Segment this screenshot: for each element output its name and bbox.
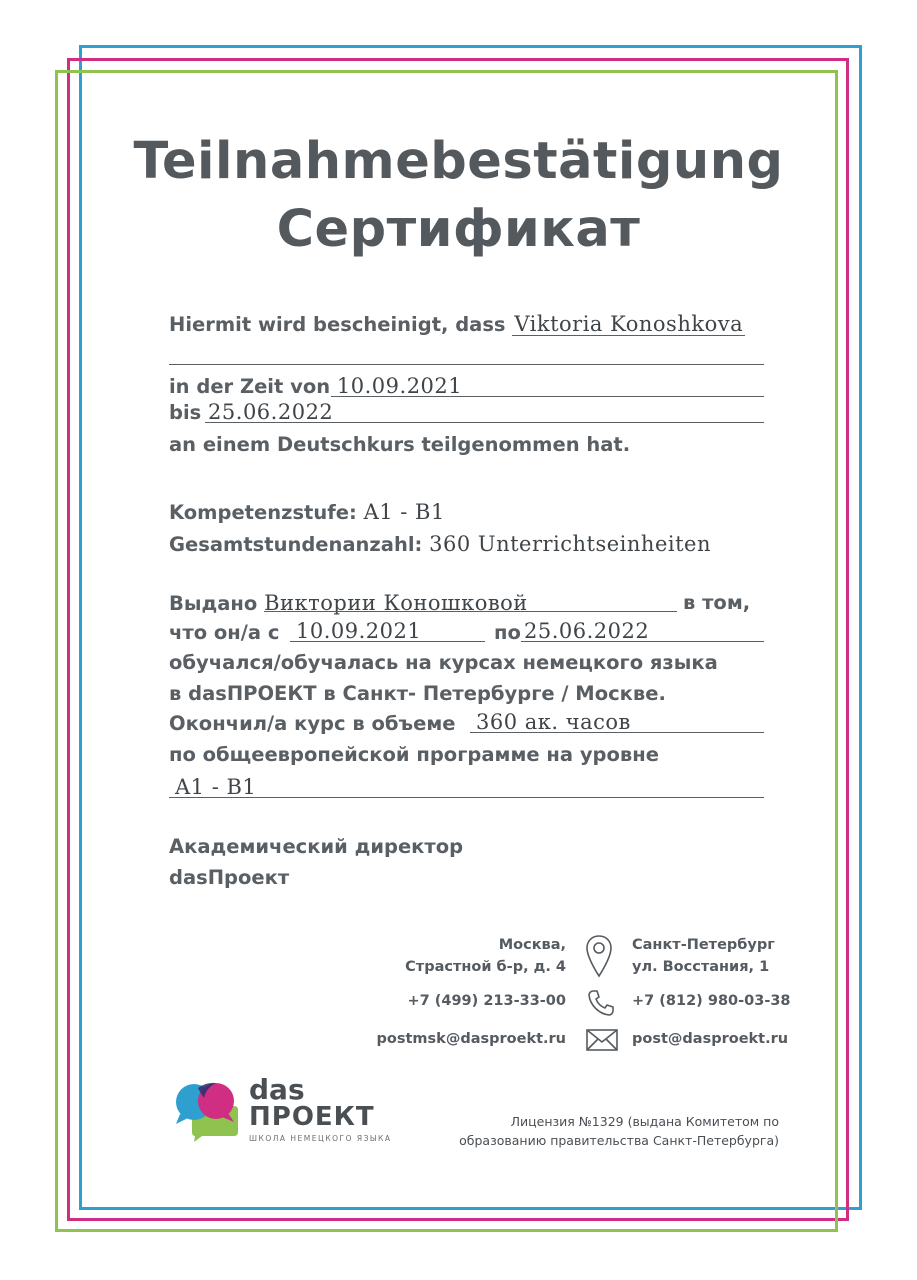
- spb-address: Санкт-Петербург ул. Восстания, 1: [632, 937, 775, 975]
- hours-value-de: 360 Unterrichtseinheiten: [429, 532, 711, 556]
- in-that-label: в том,: [683, 591, 751, 614]
- date-to-ru: 25.06.2022: [524, 619, 650, 643]
- license-note: Лицензия №1329 (выдана Комитетом по образованию правительства Санкт-Петербурга): [459, 1114, 779, 1148]
- location-pin-icon: [585, 934, 613, 984]
- period-line: [169, 374, 462, 398]
- date-to-de: 25.06.2022: [208, 400, 334, 424]
- phone-icon: [586, 988, 616, 1022]
- participant-name-ru: Виктории Коношковой: [264, 591, 528, 615]
- moscow-phone[interactable]: +7 (499) 213-33-00: [407, 993, 566, 1009]
- program-text: по общеевропейской программе на уровне: [169, 743, 659, 766]
- logo-subtitle: ШКОЛА НЕМЕЦКОГО ЯЗЫКА: [249, 1134, 392, 1143]
- level-label: Kompetenzstufe:: [169, 501, 357, 524]
- school-text: в dasПРОЕКТ в Санкт- Петербурге / Москве.: [169, 682, 666, 705]
- date-to-ru-underline: [521, 641, 764, 642]
- director-title: Академический директор: [169, 835, 464, 858]
- logo-proekt: ПРОЕКТ: [249, 1102, 375, 1132]
- studied-text: обучался/обучалась на курсах немецкого языка: [169, 651, 718, 674]
- date-from-ru: 10.09.2021: [296, 619, 422, 643]
- date-from-underline: [331, 396, 764, 397]
- that-from-label: что он/а с: [169, 621, 280, 644]
- title-russian: Сертификат: [276, 200, 641, 259]
- date-to-underline: [205, 422, 764, 423]
- hours-line: [169, 532, 711, 556]
- period-label: in der Zeit von: [169, 375, 331, 398]
- level-value-ru: A1 - B1: [175, 775, 257, 799]
- completed-label: Окончил/а курс в объеме: [169, 712, 456, 735]
- level-value-de: A1 - B1: [363, 500, 445, 524]
- issued-label: Выдано: [169, 592, 258, 615]
- title-german: Teilnahmebestätigung: [133, 132, 784, 191]
- spb-email[interactable]: post@dasproekt.ru: [632, 1031, 789, 1047]
- certify-label: Hiermit wird bescheinigt, dass: [169, 313, 506, 336]
- director-org: dasПроект: [169, 866, 290, 889]
- hours-value-ru: 360 ак. часов: [476, 710, 631, 734]
- level-ru-underline: [169, 797, 764, 798]
- moscow-address: Москва, Страстной б-р, д. 4: [405, 937, 566, 975]
- date-from-ru-underline: [290, 641, 485, 642]
- moscow-email[interactable]: postmsk@dasproekt.ru: [376, 1031, 566, 1047]
- hours-label: Gesamtstundenanzahl:: [169, 533, 423, 556]
- name-ru-underline: [264, 611, 677, 612]
- until-line: [169, 400, 333, 424]
- level-line: [169, 500, 445, 524]
- to-label: по: [494, 621, 521, 644]
- date-from-de: 10.09.2021: [336, 374, 463, 398]
- blank-line: [169, 364, 764, 365]
- until-label: bis: [169, 401, 202, 424]
- spb-phone[interactable]: +7 (812) 980-03-38: [632, 993, 791, 1009]
- course-text: an einem Deutschkurs teilgenommen hat.: [169, 433, 631, 456]
- speech-bubbles-icon: [172, 1080, 244, 1146]
- participant-name-de: Viktoria Konoshkova: [514, 312, 744, 336]
- logo-das: das: [249, 1073, 305, 1106]
- envelope-icon: [586, 1029, 618, 1055]
- certify-line: [169, 313, 745, 336]
- hours-ru-underline: [470, 732, 764, 733]
